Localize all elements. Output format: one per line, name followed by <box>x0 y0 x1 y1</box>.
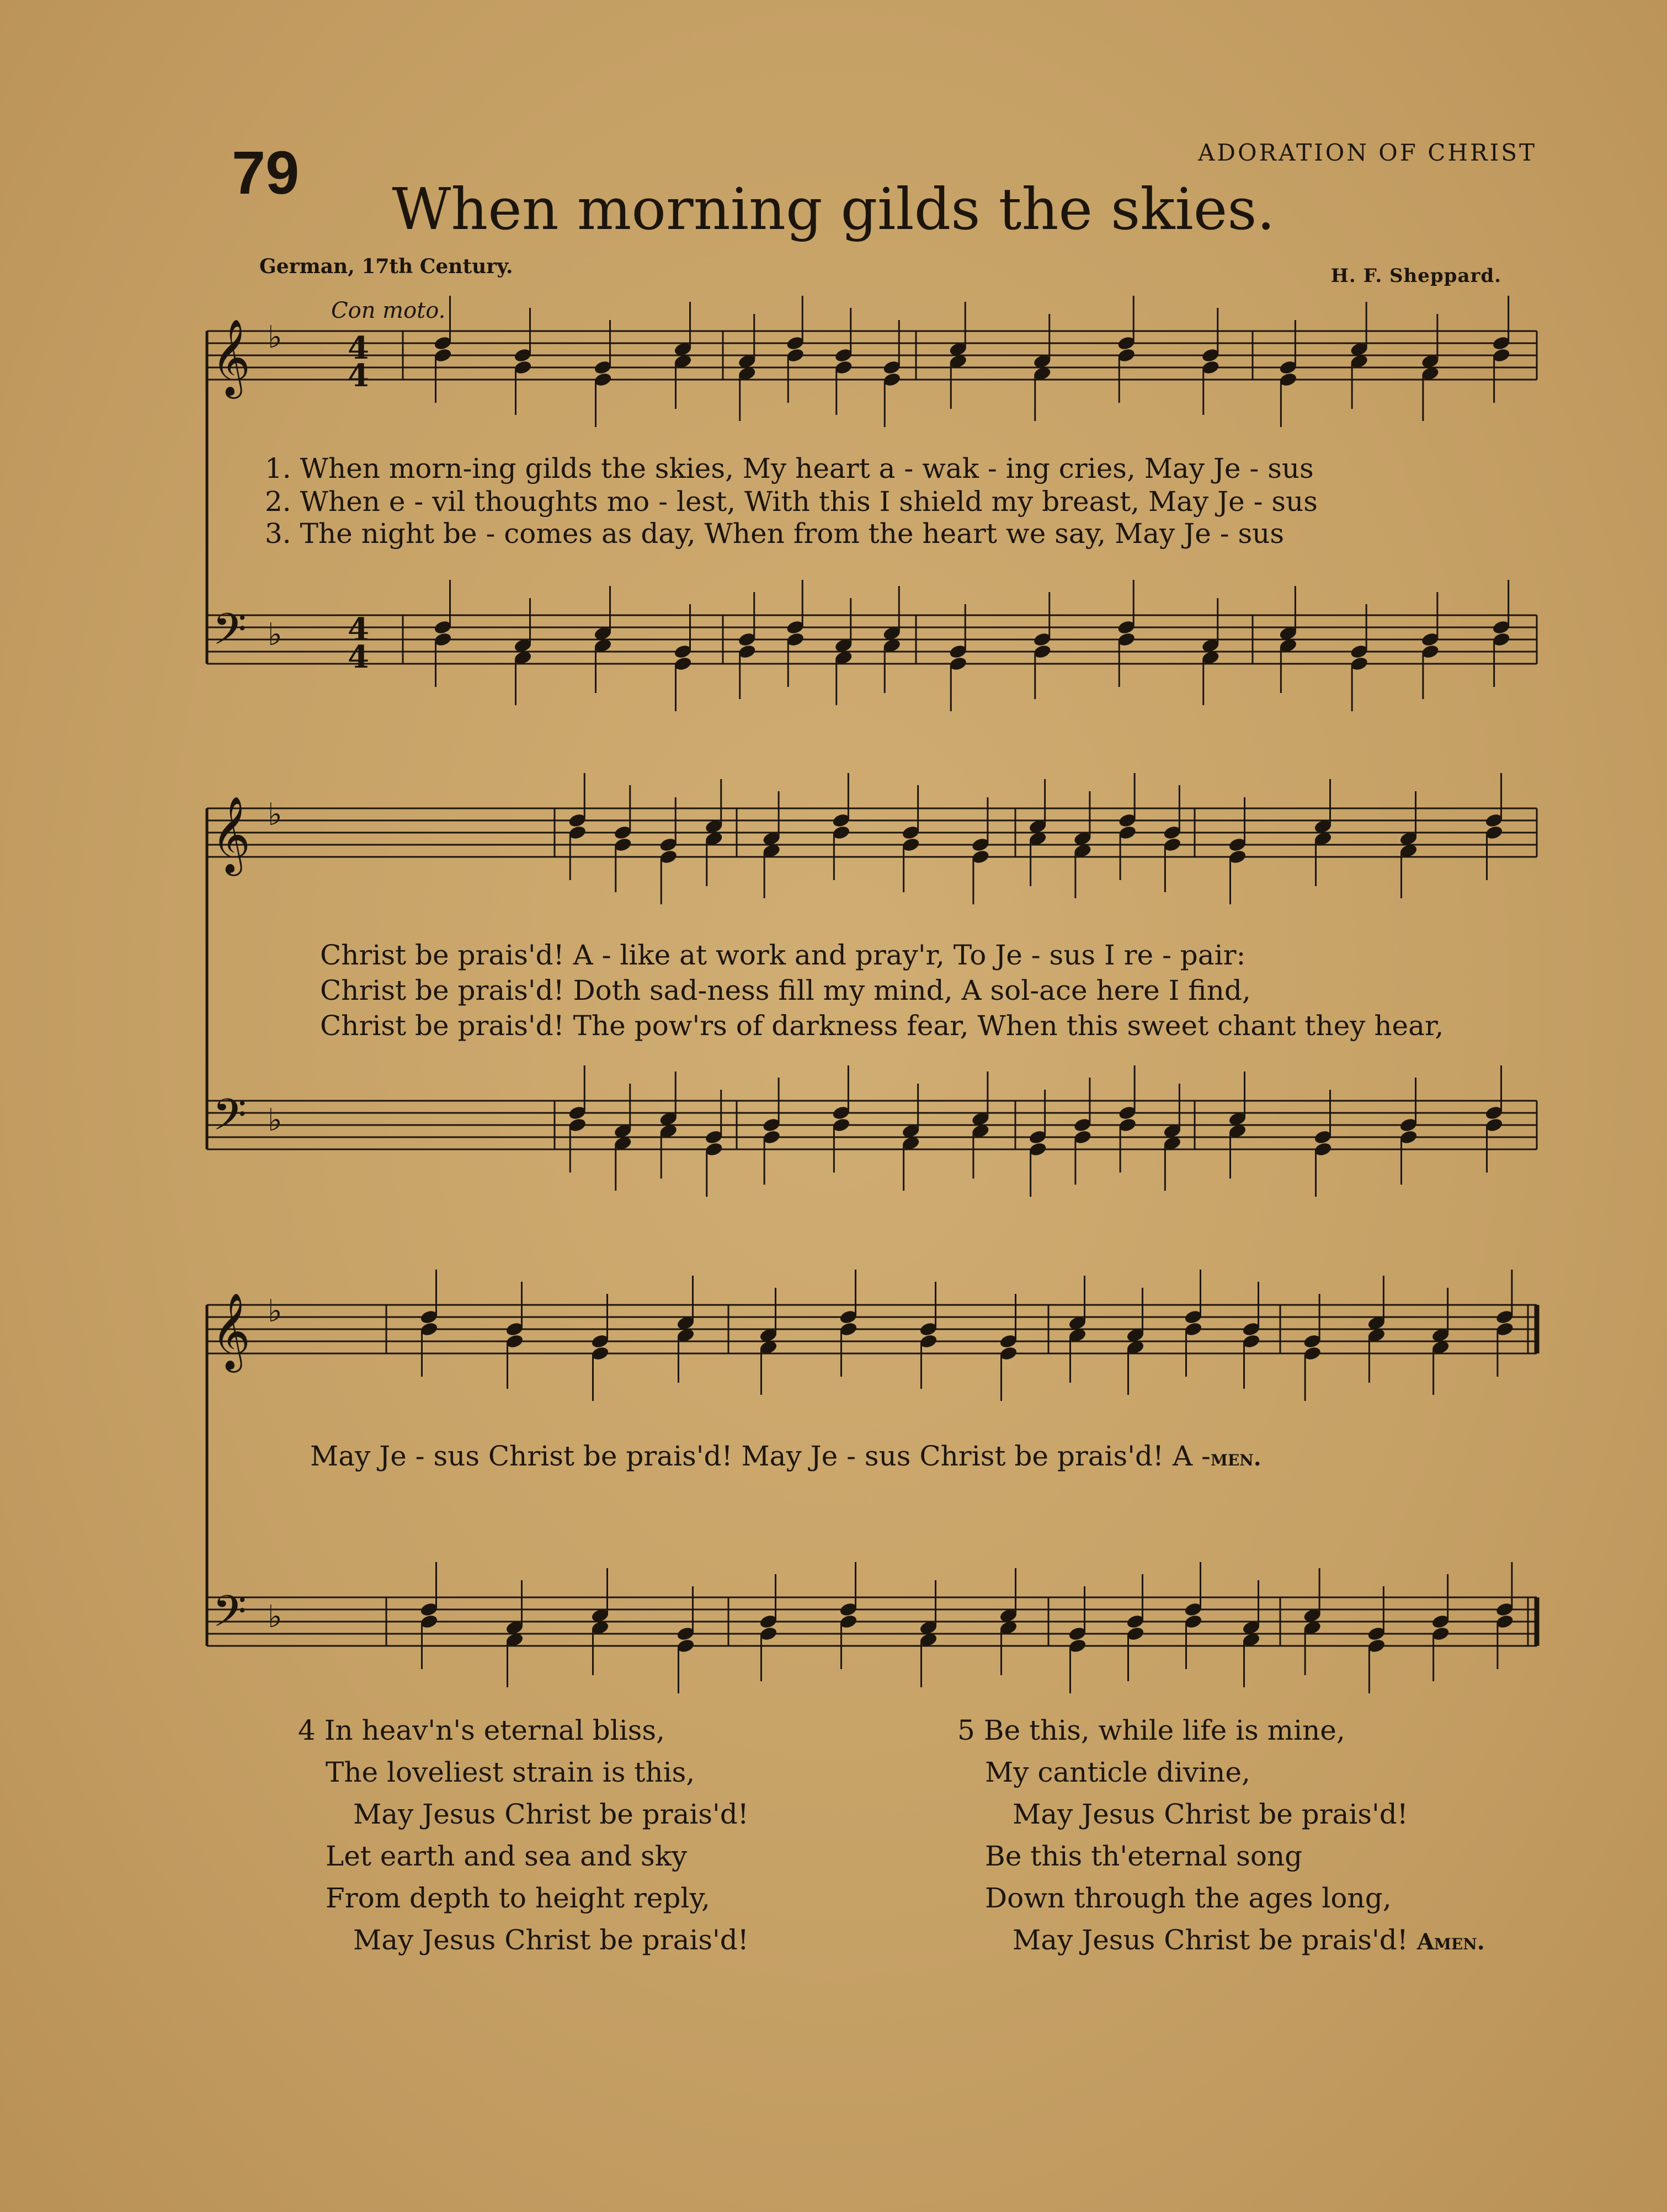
treble-clef-icon: 𝄞 <box>211 796 251 873</box>
stanza-4 <box>298 1709 749 1961</box>
stanza-number: 5 <box>957 1714 975 1746</box>
stanza-line: May Jesus Christ be prais'd! <box>1013 1924 1408 1956</box>
time-signature-bottom: 4 <box>348 639 369 675</box>
bass-clef-icon: 𝄢 <box>212 1586 247 1648</box>
bass-clef-icon: 𝄢 <box>212 1089 247 1151</box>
tempo-marking: Con moto. <box>331 298 446 323</box>
stanza-line: From depth to height reply, <box>326 1882 710 1914</box>
flat-key-signature-icon: ♭ <box>268 617 283 653</box>
stanza-line: Let earth and sea and sky <box>326 1840 688 1872</box>
stanza-line: May Jesus Christ be prais'd! <box>353 1798 749 1830</box>
lyric-line: 2. When e - vil thoughts mo - lest, With this I shield my breast, May Je - sus <box>265 486 1318 518</box>
text-source-credit: German, 17th Century. <box>259 255 513 278</box>
bass-clef-icon: 𝄢 <box>212 604 247 665</box>
amen-text: Amen. <box>1416 1929 1485 1955</box>
stanza-5 <box>957 1709 1485 1963</box>
stanza-line: Be this, while life is mine, <box>983 1714 1345 1746</box>
section-heading: ADORATION OF CHRIST <box>1198 139 1537 166</box>
composer-credit: H. F. Sheppard. <box>1330 265 1501 287</box>
lyric-line: 3. The night be - comes as day, When from the heart we say, May Je - sus <box>265 518 1285 550</box>
lyric-line: Christ be prais'd! The pow'rs of darkness fear, When this sweet chant they hear, <box>320 1010 1444 1042</box>
hymn-number: 79 <box>232 139 300 207</box>
time-signature-top: 4 <box>348 330 369 366</box>
hymn-title: When morning gilds the skies. <box>392 175 1275 243</box>
flat-key-signature-icon: ♭ <box>268 1102 283 1138</box>
lyric-line: 1. When morn-ing gilds the skies, My heart a - wak - ing cries, May Je - sus <box>265 452 1314 484</box>
lyric-line: Christ be prais'd! Doth sad-ness fill my mind, A sol-ace here I find, <box>320 974 1251 1006</box>
amen-text: men. <box>1210 1445 1261 1471</box>
lyric-line <box>310 1440 1261 1472</box>
stanza-line: Down through the ages long, <box>985 1882 1392 1914</box>
stanza-line: My canticle divine, <box>985 1756 1250 1788</box>
stanza-line: The loveliest strain is this, <box>326 1756 695 1788</box>
flat-key-signature-icon: ♭ <box>268 797 283 833</box>
time-signature-bottom: 4 <box>348 358 369 394</box>
stanza-number: 4 <box>298 1714 316 1746</box>
stanza-line: Be this th'eternal song <box>985 1840 1303 1872</box>
flat-key-signature-icon: ♭ <box>268 319 283 355</box>
stanza-line: May Jesus Christ be prais'd! <box>1013 1798 1408 1830</box>
treble-clef-icon: 𝄞 <box>211 1293 251 1369</box>
lyric-text: May Je - sus Christ be prais'd! May Je - sus Christ be prais'd! A - <box>310 1440 1211 1472</box>
flat-key-signature-icon: ♭ <box>268 1293 283 1329</box>
flat-key-signature-icon: ♭ <box>268 1599 283 1635</box>
time-signature-top: 4 <box>348 611 369 648</box>
stanza-line: May Jesus Christ be prais'd! <box>353 1924 749 1956</box>
lyric-line: Christ be prais'd! A - like at work and pray'r, To Je - sus I re - pair: <box>320 939 1246 971</box>
stanza-line: In heav'n's eternal bliss, <box>324 1714 665 1746</box>
treble-clef-icon: 𝄞 <box>211 319 251 396</box>
